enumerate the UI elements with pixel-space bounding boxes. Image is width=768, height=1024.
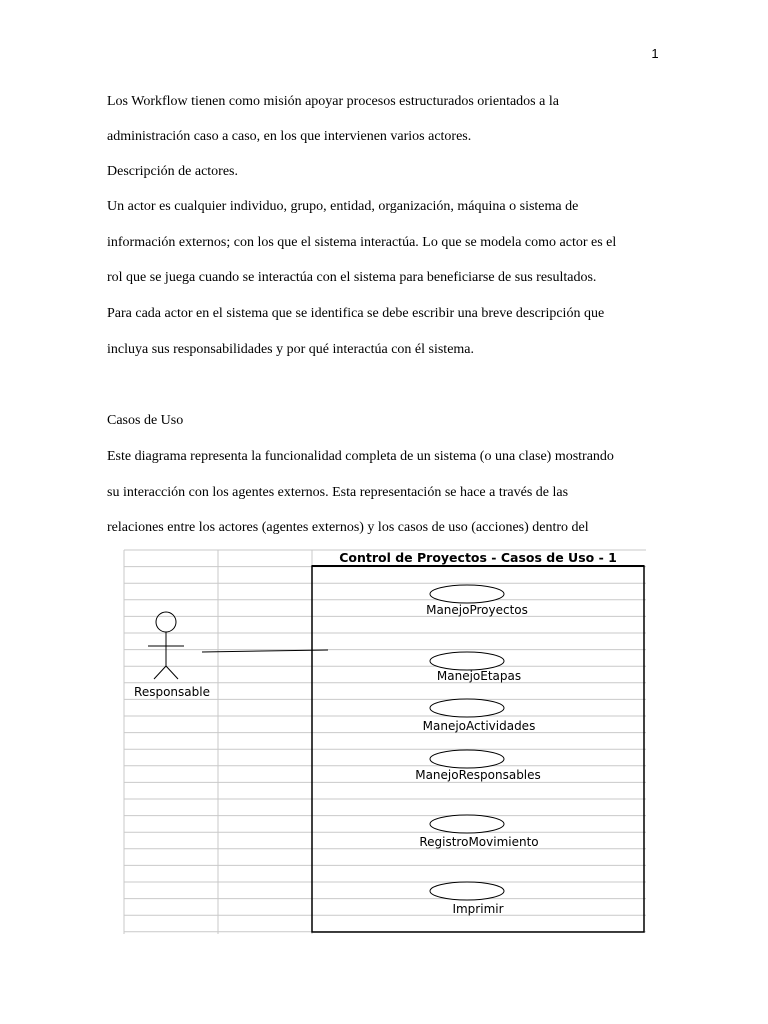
use-case-label: ManejoActividades (422, 719, 536, 733)
use-case-label: ManejoProyectos (426, 603, 528, 617)
section-heading-casos-de-uso: Casos de Uso (107, 413, 184, 428)
use-case-label: ManejoEtapas (436, 669, 522, 683)
actor-icon (148, 612, 184, 679)
use-case-ellipse (430, 699, 504, 717)
paragraph-line: relaciones entre los actores (agentes externos) y los casos de uso (acciones) dentro del (107, 520, 589, 535)
use-case-diagram (122, 546, 648, 936)
use-case-label: RegistroMovimiento (419, 835, 539, 849)
spreadsheet-grid (124, 550, 646, 934)
paragraph-line: administración caso a caso, en los que intervienen varios actores. (107, 129, 472, 144)
section-heading-actores: Descripción de actores. (107, 164, 238, 179)
paragraph-line: Un actor es cualquier individuo, grupo, entidad, organización, máquina o sistema de (107, 199, 579, 214)
paragraph-line: información externos; con los que el sistema interactúa. Lo que se modela como actor es el (107, 235, 617, 250)
paragraph-line: incluya sus responsabilidades y por qué interactúa con él sistema. (107, 342, 475, 357)
use-case-label: Imprimir (452, 902, 504, 916)
paragraph-line: Este diagrama representa la funcionalidad completa de un sistema (o una clase) mostrando (107, 449, 614, 464)
use-case (430, 652, 521, 683)
use-case-ellipse (430, 652, 504, 670)
diagram-title: Control de Proyectos - Casos de Uso - 1 (339, 550, 617, 565)
use-case-ellipse (430, 882, 504, 900)
paragraph-line: su interacción con los agentes externos. Esta representación se hace a través de las (107, 485, 569, 500)
use-case (426, 585, 528, 617)
use-case-label: ManejoResponsables (415, 768, 541, 782)
use-case-ellipse (430, 815, 504, 833)
paragraph-line: Los Workflow tienen como misión apoyar procesos estructurados orientados a la (107, 94, 559, 109)
actor-label: Responsable (134, 685, 210, 699)
association-line (202, 650, 328, 652)
use-case-ellipse (430, 585, 504, 603)
paragraph-line: Para cada actor en el sistema que se identifica se debe escribir una breve descripción que (107, 306, 605, 321)
page-number: 1 (651, 46, 659, 61)
paragraph-line: rol que se juega cuando se interactúa con el sistema para beneficiarse de sus resultados. (107, 270, 597, 285)
use-case-ellipse (430, 750, 504, 768)
